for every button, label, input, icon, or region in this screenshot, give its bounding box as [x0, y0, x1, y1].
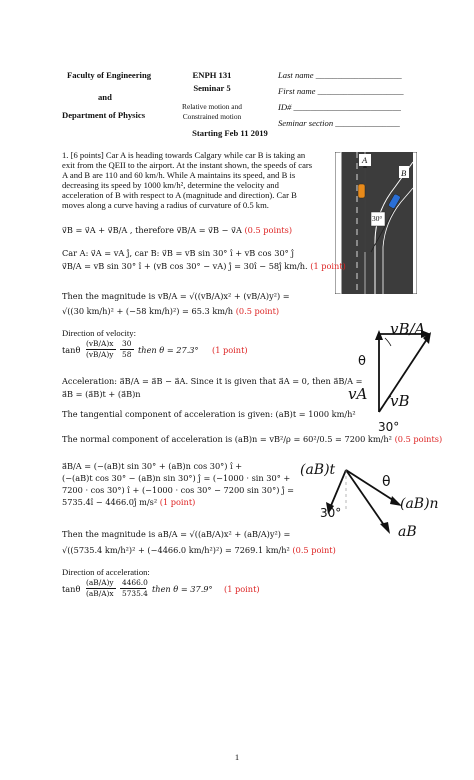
- problem-line: 1. [6 points] Car A is heading towards Calgary while car B is taking an: [62, 150, 306, 160]
- aba-line-2: (−(aB)t cos 30° − (aB)n sin 30°) ĵ = (−1000 · sin 30° +: [62, 473, 291, 483]
- acceleration-line-1: Acceleration: a⃗B/A = a⃗B − a⃗A. Since it is given that a⃗A = 0, then a⃗B/A =: [62, 376, 363, 386]
- vel-angle-label: 30°: [378, 420, 400, 434]
- tan-label: tanθ: [62, 345, 81, 355]
- points-label: (1 point): [212, 345, 248, 355]
- page-number: 1: [234, 752, 240, 762]
- problem-line: A and B are 110 and 60 km/h. While A maintains its speed, and B is: [62, 170, 296, 180]
- acceleration-magnitude-text: √((5735.4 km/h²)² + (−4466.0 km/h²)²) = 7269.1 km/h²: [62, 545, 290, 555]
- vel-theta: θ: [358, 354, 366, 369]
- relative-velocity-eq: [62, 225, 292, 235]
- problem-line: decreasing its speed by 1000 km/h², determine the velocity and: [62, 180, 279, 190]
- problem-statement: [62, 150, 332, 210]
- problem-line: exit from the QEII to the airport. At the instant shown, the speeds of cars: [62, 160, 313, 170]
- aba-line-4-text: 5735.4î − 4466.0ĵ m/s²: [62, 497, 158, 507]
- aba-line-4: [62, 497, 195, 507]
- tangential-component: The tangential component of acceleration is given: (aB)t = 1000 km/h²: [62, 409, 356, 419]
- faculty-label: Faculty of Engineering: [67, 70, 152, 80]
- theta-result: then θ = 37.9°: [152, 584, 213, 594]
- topic-line-1: Relative motion and: [182, 102, 242, 111]
- vel-vb-label: vB: [390, 392, 410, 410]
- theta-result: then θ = 27.3°: [138, 345, 199, 355]
- normal-component-text: The normal component of acceleration is (aB)n = vB²/ρ = 60²/0.5 = 7200 km/h²: [62, 434, 392, 444]
- last-name-field: Last name ____________________: [278, 70, 402, 80]
- acceleration-line-2: a⃗B = (a⃗B)t + (a⃗B)n: [62, 389, 141, 399]
- velocity-magnitude-intro: Then the magnitude is vB/A = √((vB/A)x² + (vB/A)y²) =: [62, 291, 290, 301]
- and-label: and: [98, 92, 112, 102]
- problem-line: moves along a curve having a radius of curvature of 0.5 km.: [62, 200, 269, 210]
- figure-angle: 30°: [372, 214, 383, 223]
- velocity-magnitude-value: [62, 306, 279, 316]
- seminar-section-field: Seminar section _______________: [278, 118, 400, 128]
- figure-label-b: B: [401, 168, 407, 178]
- acc-abt-label: (aB)t: [300, 462, 336, 478]
- fraction-numerator: (vB/A)x: [86, 339, 114, 348]
- acc-ab-label: aB: [398, 524, 417, 540]
- department-label: Department of Physics: [62, 110, 146, 120]
- vel-vba-label: vB/A: [390, 320, 426, 338]
- points-label: (0.5 points): [244, 225, 293, 235]
- points-label: (1 point): [310, 261, 346, 271]
- acc-theta: θ: [382, 474, 391, 490]
- vba-text: v⃗B/A = vB sin 30° î + (vB cos 30° − vA) ĵ = 30î − 58ĵ km/h.: [62, 261, 308, 271]
- velocity-magnitude-text: √((30 km/h)² + (−58 km/h)²) = 65.3 km/h: [62, 306, 234, 316]
- fraction-denominator: (vB/A)y: [86, 350, 114, 359]
- fraction-denominator: 5735.4: [122, 589, 148, 598]
- start-date: Starting Feb 11 2019: [192, 128, 268, 138]
- acceleration-direction-title: Direction of acceleration:: [62, 567, 150, 577]
- relative-velocity-text: v⃗B = v⃗A + v⃗B/A , therefore v⃗B/A = v⃗B − v⃗A: [62, 225, 242, 235]
- points-label: (1 point): [224, 584, 260, 594]
- velocity-direction-title: Direction of velocity:: [62, 328, 136, 338]
- velocity-direction-eq: [62, 339, 262, 361]
- fraction-numerator: 4466.0: [122, 578, 148, 587]
- tan-label: tanθ: [62, 584, 81, 594]
- fraction-numerator: (aB/A)y: [86, 578, 114, 587]
- car-velocities: Car A: v⃗A = vA ĵ, car B: v⃗B = vB sin 30° î + vB cos 30° ĵ: [62, 248, 294, 258]
- acceleration-direction-eq: [62, 578, 302, 600]
- aba-line-1: a⃗B/A = (−(aB)t sin 30° + (aB)n cos 30°) î +: [62, 461, 243, 471]
- fraction-denominator: 58: [122, 350, 132, 359]
- acceleration-magnitude-intro: Then the magnitude is aB/A = √((aB/A)x² + (aB/A)y²) =: [62, 529, 291, 539]
- points-label: (1 point): [159, 497, 196, 507]
- aba-line-3: 7200 · cos 30°) î + (−1000 · cos 30° − 7200 sin 30°) ĵ =: [62, 485, 294, 495]
- acc-angle-label: 30°: [320, 506, 342, 520]
- vel-va-label: vA: [348, 385, 368, 403]
- vba-components: [62, 261, 346, 271]
- points-label: (0.5 point): [292, 545, 336, 555]
- points-label: (0.5 point): [235, 306, 280, 316]
- figure-label-a: A: [362, 155, 368, 165]
- points-label: (0.5 points): [394, 434, 443, 444]
- first-name-field: First name ____________________: [278, 86, 404, 96]
- acc-abn-label: (aB)n: [400, 496, 439, 512]
- fraction-denominator: (aB/A)x: [86, 589, 114, 598]
- seminar-number: Seminar 5: [193, 83, 231, 93]
- fraction-numerator: 30: [122, 339, 132, 348]
- problem-line: acceleration of B with respect to A (magnitude and direction). Car B: [62, 190, 297, 200]
- acceleration-magnitude-value: [62, 545, 336, 555]
- topic-line-2: Constrained motion: [182, 112, 242, 121]
- id-field: ID# _________________________: [278, 102, 401, 112]
- course-code: ENPH 131: [192, 70, 232, 80]
